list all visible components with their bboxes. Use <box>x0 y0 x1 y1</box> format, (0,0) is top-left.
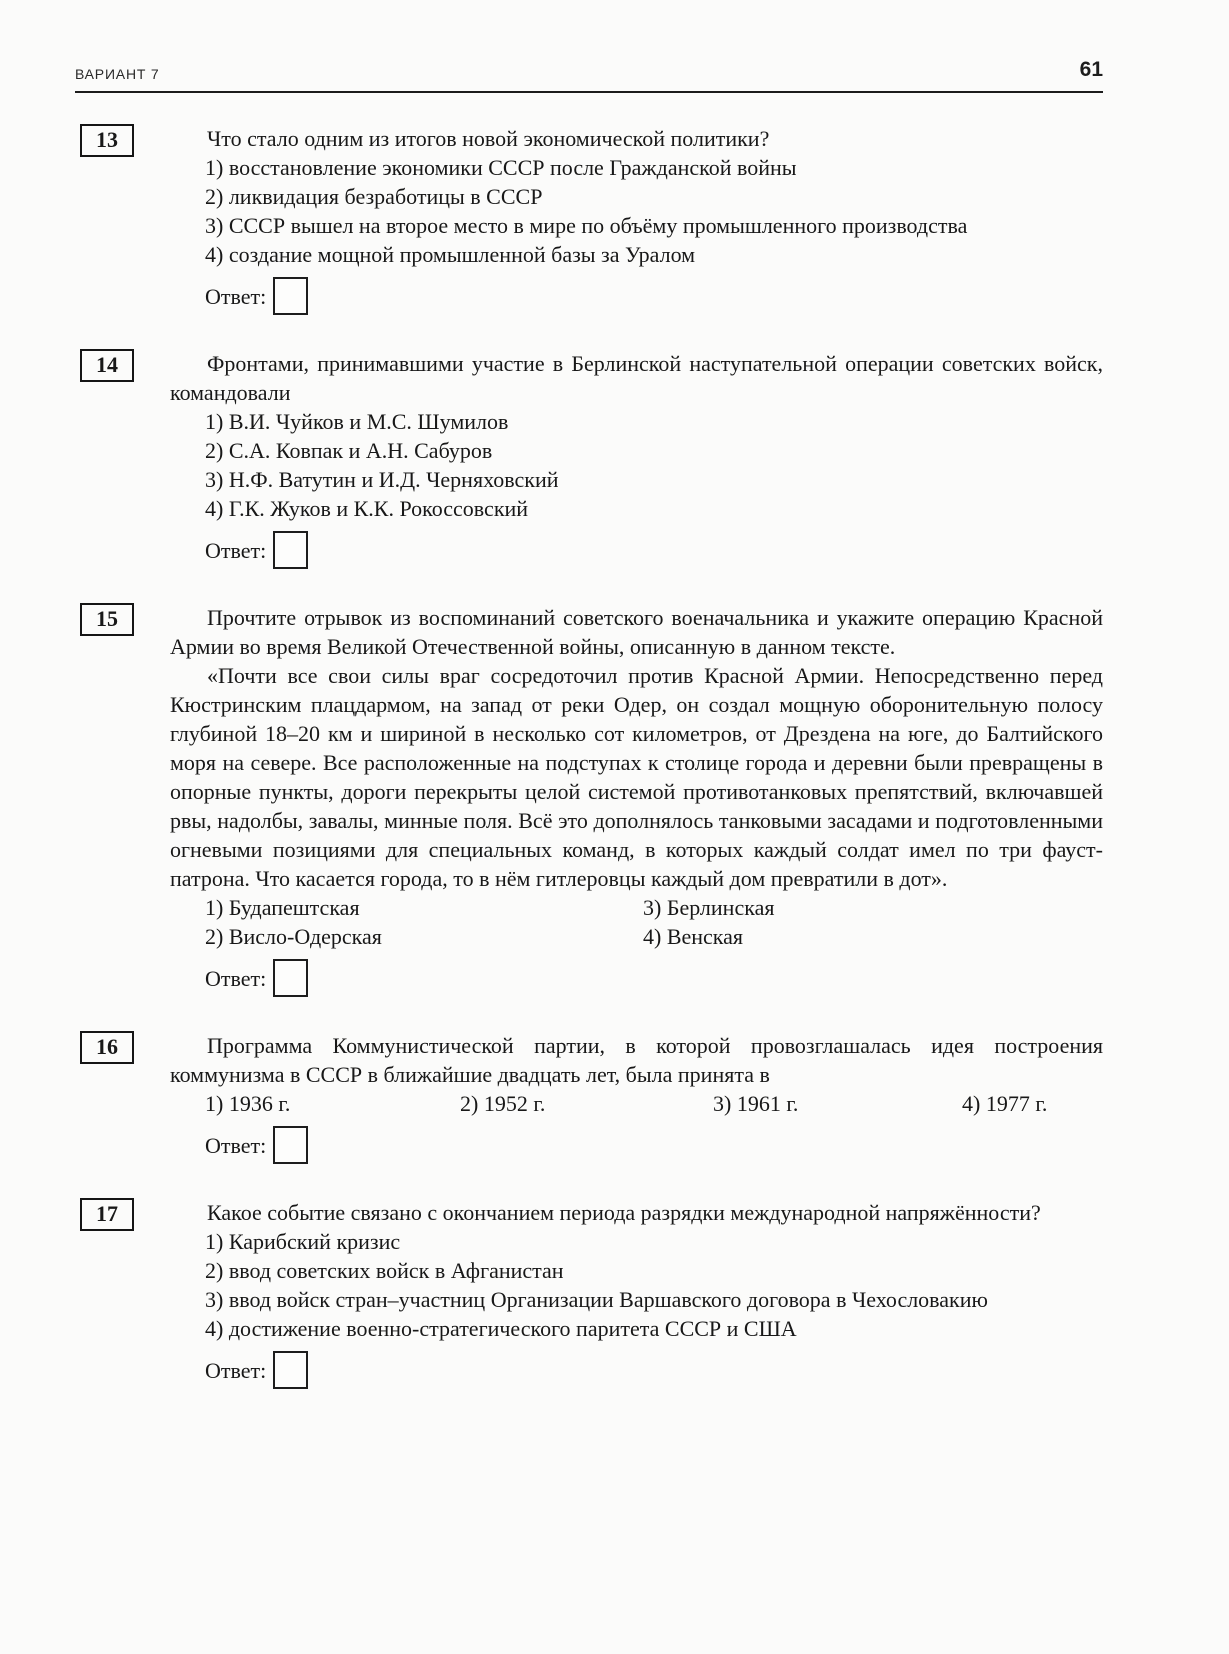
option: 1) В.И. Чуйков и М.С. Шумилов <box>205 409 509 434</box>
question-stem: Программа Коммунистической партии, в которой провозглашалась идея построения коммунизма в СССР в ближайшие двадцать лет, была принята в <box>170 1033 1103 1087</box>
answer-row <box>205 1350 1103 1390</box>
answer-label: Ответ: <box>205 1132 267 1158</box>
option: 4) Г.К. Жуков и К.К. Рокоссовский <box>205 496 529 521</box>
question-13 <box>75 124 1103 316</box>
answer-row <box>205 1125 1103 1165</box>
options-list <box>205 153 1103 269</box>
option: 2) С.А. Ковпак и А.Н. Сабуров <box>205 438 493 463</box>
option: 4) достижение военно-стратегического паритета СССР и США <box>205 1316 797 1341</box>
question-number-box <box>80 1198 134 1231</box>
option: 4) создание мощной промышленной базы за Уралом <box>205 242 696 267</box>
page-number: 61 <box>1079 58 1103 81</box>
question-body <box>170 1031 1103 1165</box>
variant-label: ВАРИАНТ 7 <box>75 66 160 82</box>
answer-label: Ответ: <box>205 537 267 563</box>
question-stem: Фронтами, принимавшими участие в Берлинской наступательной операции советских войск, командовали <box>170 351 1103 405</box>
answer-box[interactable] <box>273 959 308 997</box>
page-header <box>75 58 1103 82</box>
question-number: 17 <box>96 1200 118 1226</box>
answer-box[interactable] <box>273 277 308 315</box>
answer-row <box>205 276 1103 316</box>
option: 2) Висло-Одерская <box>205 924 382 949</box>
question-body <box>170 1198 1103 1390</box>
option: 4) 1977 г. <box>962 1091 1048 1116</box>
option: 2) ликвидация безработицы в СССР <box>205 184 543 209</box>
option: 1) Карибский кризис <box>205 1229 401 1254</box>
question-number: 15 <box>96 605 118 631</box>
question-body <box>170 603 1103 998</box>
option: 1) 1936 г. <box>205 1091 291 1116</box>
question-number-box <box>80 1031 134 1064</box>
question-body <box>170 349 1103 570</box>
answer-label: Ответ: <box>205 1357 267 1383</box>
options-list <box>205 1227 1103 1343</box>
question-number: 13 <box>96 126 118 152</box>
question-16 <box>75 1031 1103 1165</box>
options-list <box>205 407 1103 523</box>
option: 3) Н.Ф. Ватутин и И.Д. Черняховский <box>205 467 559 492</box>
option: 3) Берлинская <box>643 895 775 920</box>
option: 4) Венская <box>643 924 744 949</box>
options-list <box>205 1089 1103 1118</box>
option: 3) ввод войск стран–участниц Организации Варшавского договора в Чехословакию <box>205 1287 988 1312</box>
answer-box[interactable] <box>273 531 308 569</box>
option: 2) 1952 г. <box>460 1091 546 1116</box>
option: 1) восстановление экономики СССР после Гражданской войны <box>205 155 797 180</box>
question-source-quote: «Почти все свои силы враг сосредоточил против Красной Армии. Непосредственно перед Кюстринским плацдармом, на запад от реки Одер, он создал мощную оборонительную полосу глубиной 18–20 км и шириной в несколько сот километров, от Дрездена на юге, до Балтийского моря на севере. Все расположенные на подступах к столице города и деревни были превращены в опорные пункты, дороги перекрыты целой системой противотанковых препятствий, включавшей рвы, надолбы, завалы, минные поля. Всё это дополнялось танковыми засадами и подготовленными огневыми позициями для специальных команд, в которых каждый солдат имел по три фауст-патрона. Что касается города, то в нём гитлеровцы каждый дом превратили в дот». <box>170 663 1103 891</box>
options-column <box>205 893 643 951</box>
answer-box[interactable] <box>273 1351 308 1389</box>
answer-box[interactable] <box>273 1126 308 1164</box>
question-stem: Какое событие связано с окончанием периода разрядки международной напряжённости? <box>207 1200 1041 1225</box>
question-number: 16 <box>96 1033 118 1059</box>
question-number: 14 <box>96 351 118 377</box>
option: 1) Будапештская <box>205 895 360 920</box>
question-stem: Прочтите отрывок из воспоминаний советского военачальника и укажите операцию Красной Армии во время Великой Отечественной войны, описанную в данном тексте. <box>170 605 1103 659</box>
question-17 <box>75 1198 1103 1390</box>
question-number-box <box>80 603 134 636</box>
options-list <box>205 893 1103 951</box>
questions-list <box>75 124 1103 1390</box>
question-stem: Что стало одним из итогов новой экономической политики? <box>207 126 770 151</box>
answer-row <box>205 530 1103 570</box>
options-column <box>643 893 1103 951</box>
question-14 <box>75 349 1103 570</box>
answer-row <box>205 958 1103 998</box>
option: 2) ввод советских войск в Афганистан <box>205 1258 564 1283</box>
question-number-box <box>80 124 134 157</box>
question-number-box <box>80 349 134 382</box>
question-15 <box>75 603 1103 998</box>
answer-label: Ответ: <box>205 965 267 991</box>
option: 3) СССР вышел на второе место в мире по объёму промышленного производства <box>205 213 968 238</box>
answer-label: Ответ: <box>205 283 267 309</box>
header-rule <box>75 91 1103 93</box>
option: 3) 1961 г. <box>713 1091 799 1116</box>
question-body <box>170 124 1103 316</box>
